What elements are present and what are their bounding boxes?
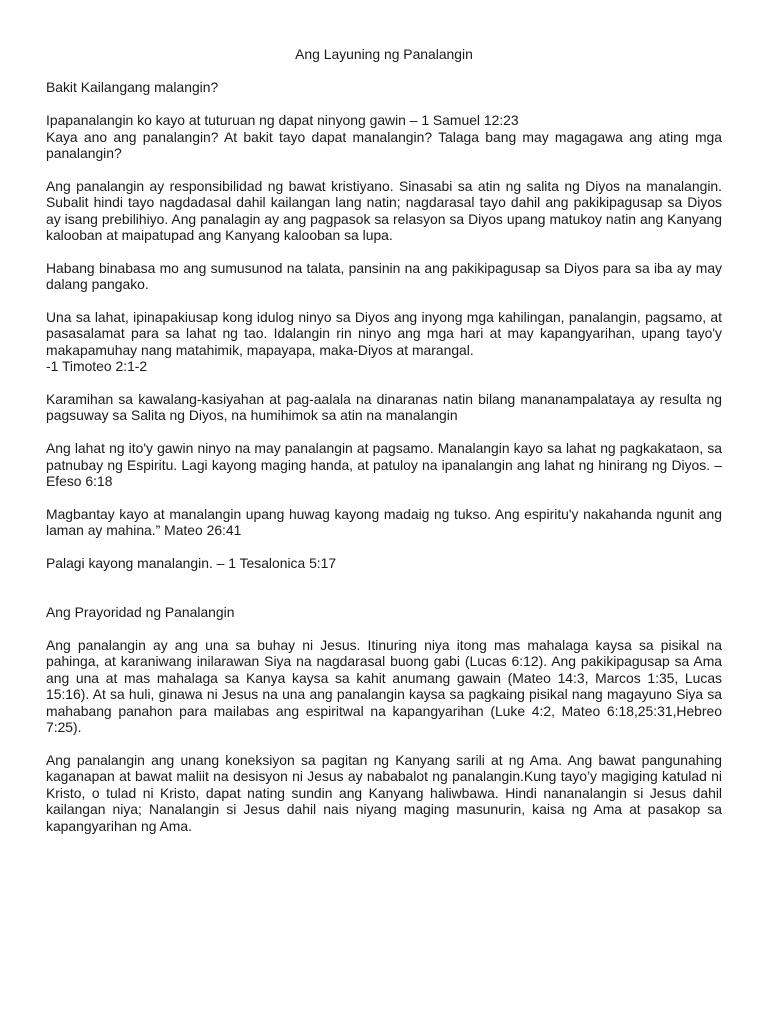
paragraph-matthew-quote: Magbantay kayo at manalangin upang huwag kayong madaig ng tukso. Ang espiritu'y nakahanda ngunit ang laman ay mahina.” Mateo 26:41 [46,505,722,539]
paragraph-connection-father: Ang panalangin ang unang koneksiyon sa pagitan ng Kanyang sarili at ng Ama. Ang bawat pangunahing kaganapan at bawat maliit na desisyon ni Jesus ay nababalot ng panalangin.Kung tayo’y magiging katulad ni Kristo, o tulad ni Kristo, dapat nating sundin ang Kanyang haliwbawa. Hindi nananalangin si Jesus dahil kailangan niya; Nanalangin si Jesus dahil nais niyang maging masunurin, kaisa ng Ama at pasakop sa kapangyarihan ng Ama. [46,751,722,834]
document-title: Ang Layuning ng Panalangin [295,46,473,62]
paragraph-thessalonians-quote: Palagi kayong manalangin. – 1 Tesalonica 5:17 [46,555,337,572]
paragraph-ephesians-quote: Ang lahat ng ito'y gawin ninyo na may panalangin at pagsamo. Manalangin kayo sa lahat ng pagkakataon, sa patnubay ng Espiritu. Lagi kayong maging handa, at patuloy na ipanalangin ang lahat ng hinirang ng Diyos. – Efeso 6:18 [46,440,722,490]
paragraph-disobedience: Karamihan sa kawalang-kasiyahan at pag-aalala na dinaranas natin bilang mananampalataya ay resulta ng pagsuway sa Salita ng Diyos, na humihimok sa atin na manalangin [46,391,722,424]
section-heading-why-pray: Bakit Kailangang malangin? [46,79,219,96]
paragraph-responsibility: Ang panalangin ay responsibilidad ng bawat kristiyano. Sinasabi sa atin ng salita ng Diyos na manalangin. Subalit hindi tayo nagdadasal dahil kailangan lang natin; nagdarasal tayo dahil ang pakikipagusap sa Diyos ay isang prebilihiyo. Ang panalagin ay ang pagpasok sa relasyon sa Diyos upang matukoy natin ang Kanyang kalooban at maipatupad ang Kanyang kalooban sa lupa. [46,177,722,244]
paragraph-jesus-priority: Ang panalangin ay ang una sa buhay ni Jesus. Itinuring niya itong mas mahalaga kaysa sa pisikal na pahinga, at karaniwang inilarawan Siya na nagdarasal buong gabi (Lucas 6:12). Ang pakikipagusap sa Ama ang una at mas mahalaga sa Kanya kaysa sa kahit anumang gawain (Mateo 14:3, Marcos 1:35, Lucas 15:16). At sa huli, ginawa ni Jesus na una ang panalangin kaysa sa pagkaing pisikal nang magayuno Siya sa mahabang panahon para mailabas ang espiritwal na kapangyarihan (Luke 4:2, Mateo 6:18,25:31,Hebreo 7:25). [46,637,722,736]
reference-timothy: -1 Timoteo 2:1-2 [46,358,148,375]
section-heading-priority: Ang Prayoridad ng Panalangin [46,604,235,621]
paragraph-promise: Habang binabasa mo ang sumusunod na talata, pansinin na ang pakikipagusap sa Diyos para sa iba ay may dalang pangako. [46,259,722,293]
paragraph-questions: Kaya ano ang panalangin? At bakit tayo dapat manalangin? Talaga bang may magagawa ang ating mga panalangin? [46,128,722,162]
paragraph-samuel-quote: Ipapanalangin ko kayo at tuturuan ng dapat ninyong gawin – 1 Samuel 12:23 [46,112,519,129]
paragraph-timothy-quote: Una sa lahat, ipinapakiusap kong idulog ninyo sa Diyos ang inyong mga kahilingan, panalangin, pagsamo, at pasasalamat para sa lahat ng tao. Idalangin rin ninyo ang mga hari at may kapangyarihan, upang tayo'y makapamuhay nang matahimik, mapayapa, maka-Diyos at marangal. [46,309,722,358]
